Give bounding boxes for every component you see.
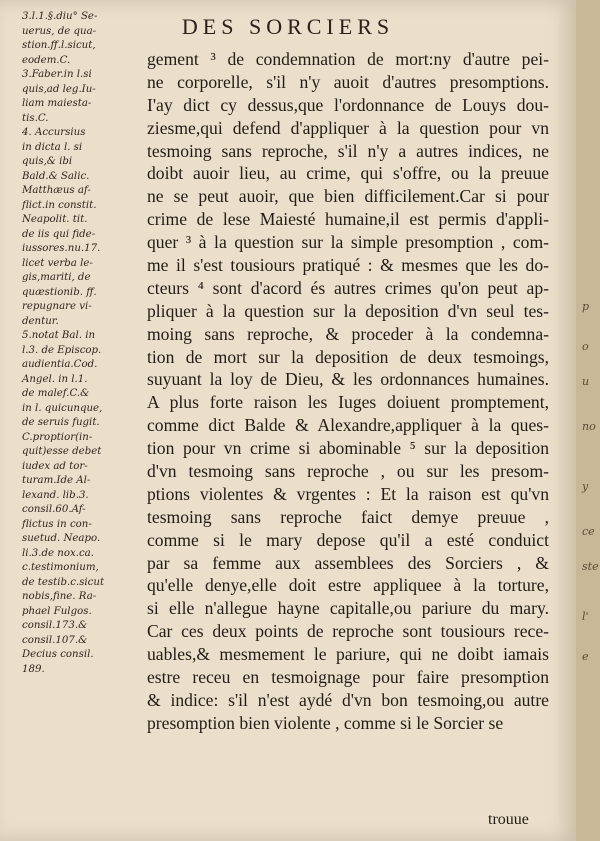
margin-note-line: nobis,fine. Ra- [22,591,97,602]
body-text-line: crime de lese Maiesté humaine,il est permis d'appli- [147,209,549,230]
margin-note-line: stion.ff.l.sicut, [22,40,96,51]
margin-note-line: Angel. in l.1. [22,373,88,385]
margin-note-line: licet verba le- [22,257,93,269]
margin-note-line: flictus in con- [22,518,92,530]
margin-note-line: lexand. lib.3. [22,489,89,501]
body-text-line: comme dict Balde & Alexandre,appliquer à la ques- [147,415,549,436]
facing-page-fragment: p [582,300,590,313]
body-text-line: qu'elle denye,elle doit estre appliquee à la torture, [147,575,549,596]
margin-note-line: Matthæus af- [22,185,91,196]
body-text-line: ziesme,qui defend d'appliquer à la question pour vn [147,117,549,138]
margin-note-line: 5.notat Bal. in [22,330,96,341]
margin-note-line: iussores.nu.17. [22,243,101,254]
facing-page-edge [576,0,600,841]
body-text-line: gement ³ de condemnation de mort:ny d'autre pei- [147,49,549,69]
body-text-line: par sa femme aux assemblees des Sorciers , & [147,552,549,573]
margin-note-line: quis,ad leg.Iu- [22,83,96,95]
body-text-block [147,48,549,735]
catchword: trouue [488,811,529,828]
body-text-line: tesmoing sans reproche faict demye preuue , [147,506,549,527]
margin-note-line: dentur. [22,315,59,327]
margin-note-line: C.proptior(in- [22,431,93,443]
facing-page-fragment: e [582,650,589,663]
body-text-line: ne corporelle, s'il n'y auoit d'autres presomptions. [147,71,549,92]
margin-note-line: tis.C. [22,112,49,124]
body-text-line: ptions violentes & vrgentes : Et la raison est qu'vn [147,483,549,504]
margin-note-line: eodem.C. [22,54,71,66]
body-text-line: comme si le mary depose qu'il a esté conduict [147,529,549,550]
margin-note-line: quæstionib. ff. [22,286,97,298]
body-text-line: tion pour vn crime si abominable ⁵ sur la deposition [147,438,549,459]
body-text-line: me il s'est tousiours pratiqué : & mesmes que les do- [147,255,549,276]
margin-note-line: c.testimonium, [22,562,99,573]
margin-notes-column [22,10,150,677]
margin-note-line: l.3. de Episcop. [22,344,102,356]
body-text-line: ne se peut auoir, que bien difficilement.Car si pour [147,186,549,207]
margin-note-line: liam maiesta- [22,98,92,109]
body-text-line: quer ³ à la question sur la simple presomption , com- [147,232,549,253]
body-text-line: cteurs ⁴ sont d'acord és autres crimes qu'on peut ap- [147,277,549,298]
margin-note-line: uerus, de qua- [22,25,97,37]
body-text-line: estre receu en tesmoignage pour faire presomption [147,667,549,688]
body-text-line: tion de mort sur la deposition de deux tesmoings, [147,346,549,367]
body-text-line: d'vn tesmoing sans reproche , ou sur les presom- [147,461,549,482]
margin-note-line: quis,& ibi [22,156,73,167]
body-text-line: suyuant la loy de Dieu, & les ordonnances humaines. [147,369,549,390]
body-text-line: pliquer à la question sur la deposition d'vn seul tes- [147,300,549,321]
margin-note-line: de testib.c.sicut [22,576,105,588]
facing-page-fragment: l' [582,610,589,623]
facing-page-fragment: no [582,420,596,433]
margin-note-line: repugnare vi- [22,301,92,312]
margin-note-line: Neapolit. tit. [22,214,88,225]
facing-page-fragment: o [582,340,589,353]
facing-page-fragment: y [582,480,589,493]
margin-note-line: flict.in constit. [22,199,97,211]
margin-note-line: Bald.& Salic. [22,170,90,182]
body-text-line: moing sans reproche, & proceder à la condemna- [147,323,549,344]
body-text-line: A plus forte raison les Iuges doiuent promptement, [147,392,549,413]
margin-note-line: audientia.Cod. [22,359,98,370]
body-text-line: si elle n'allegue hayne capitalle,ou pariure du mary. [147,598,549,619]
margin-note-line: de seruis fugit. [22,417,100,428]
margin-note-line: consil.107.& [22,634,88,646]
body-text-line: presomption bien violente , comme si le Sorcier se [147,712,504,733]
margin-note-line: de malef.C.& [22,388,90,399]
margin-note-line: li.3.de nox.ca. [22,547,94,559]
margin-note-line: consil.60.Af- [22,504,86,515]
body-text-line: doibt auoir lieu, au crime, qui s'offre, ou la preuue [147,163,549,184]
margin-note-line: Decius consil. [22,649,94,660]
margin-note-line: 189. [22,663,45,675]
margin-note-line: de iis qui fide- [22,228,96,240]
facing-page-fragment: ce [582,525,595,538]
margin-note-line: turam.Ide Al- [22,475,91,486]
margin-note-line: 3.l.1.§.diu° Se- [22,11,98,22]
margin-note-line: in l. quicunque, [22,402,103,414]
margin-note-line: 3.Faber.in l.si [22,69,92,80]
margin-note-line: iudex ad tor- [22,460,88,472]
margin-note-line: suetud. Neapo. [22,533,101,544]
facing-page-fragment: ste [582,560,599,573]
margin-note-line: 4. Accursius [22,127,86,138]
body-text-line: & indice: s'il n'est aydé d'vn bon tesmoing,ou autre [147,689,549,710]
body-text-line: Car ces deux points de reproche sont tousiours rece- [147,621,549,642]
body-text-line: I'ay dict cy dessus,que l'ordonnance de Louys dou- [147,94,549,115]
facing-page-fragment: u [582,375,590,388]
body-text-line: tesmoing sans reproche, s'il n'y a autres indices, ne [147,140,549,161]
margin-note-line: phael Fulgos. [22,605,92,617]
margin-note-line: in dicta l. si [22,141,83,153]
body-text-line: uables,& mesmement le pariure, qui ne doibt iamais [147,644,549,665]
margin-note-line: quit)esse debet [22,446,102,457]
running-title: DES SORCIERS [181,14,395,39]
margin-note-line: gis,mariti, de [22,272,91,283]
margin-note-line: consil.173.& [22,620,88,631]
